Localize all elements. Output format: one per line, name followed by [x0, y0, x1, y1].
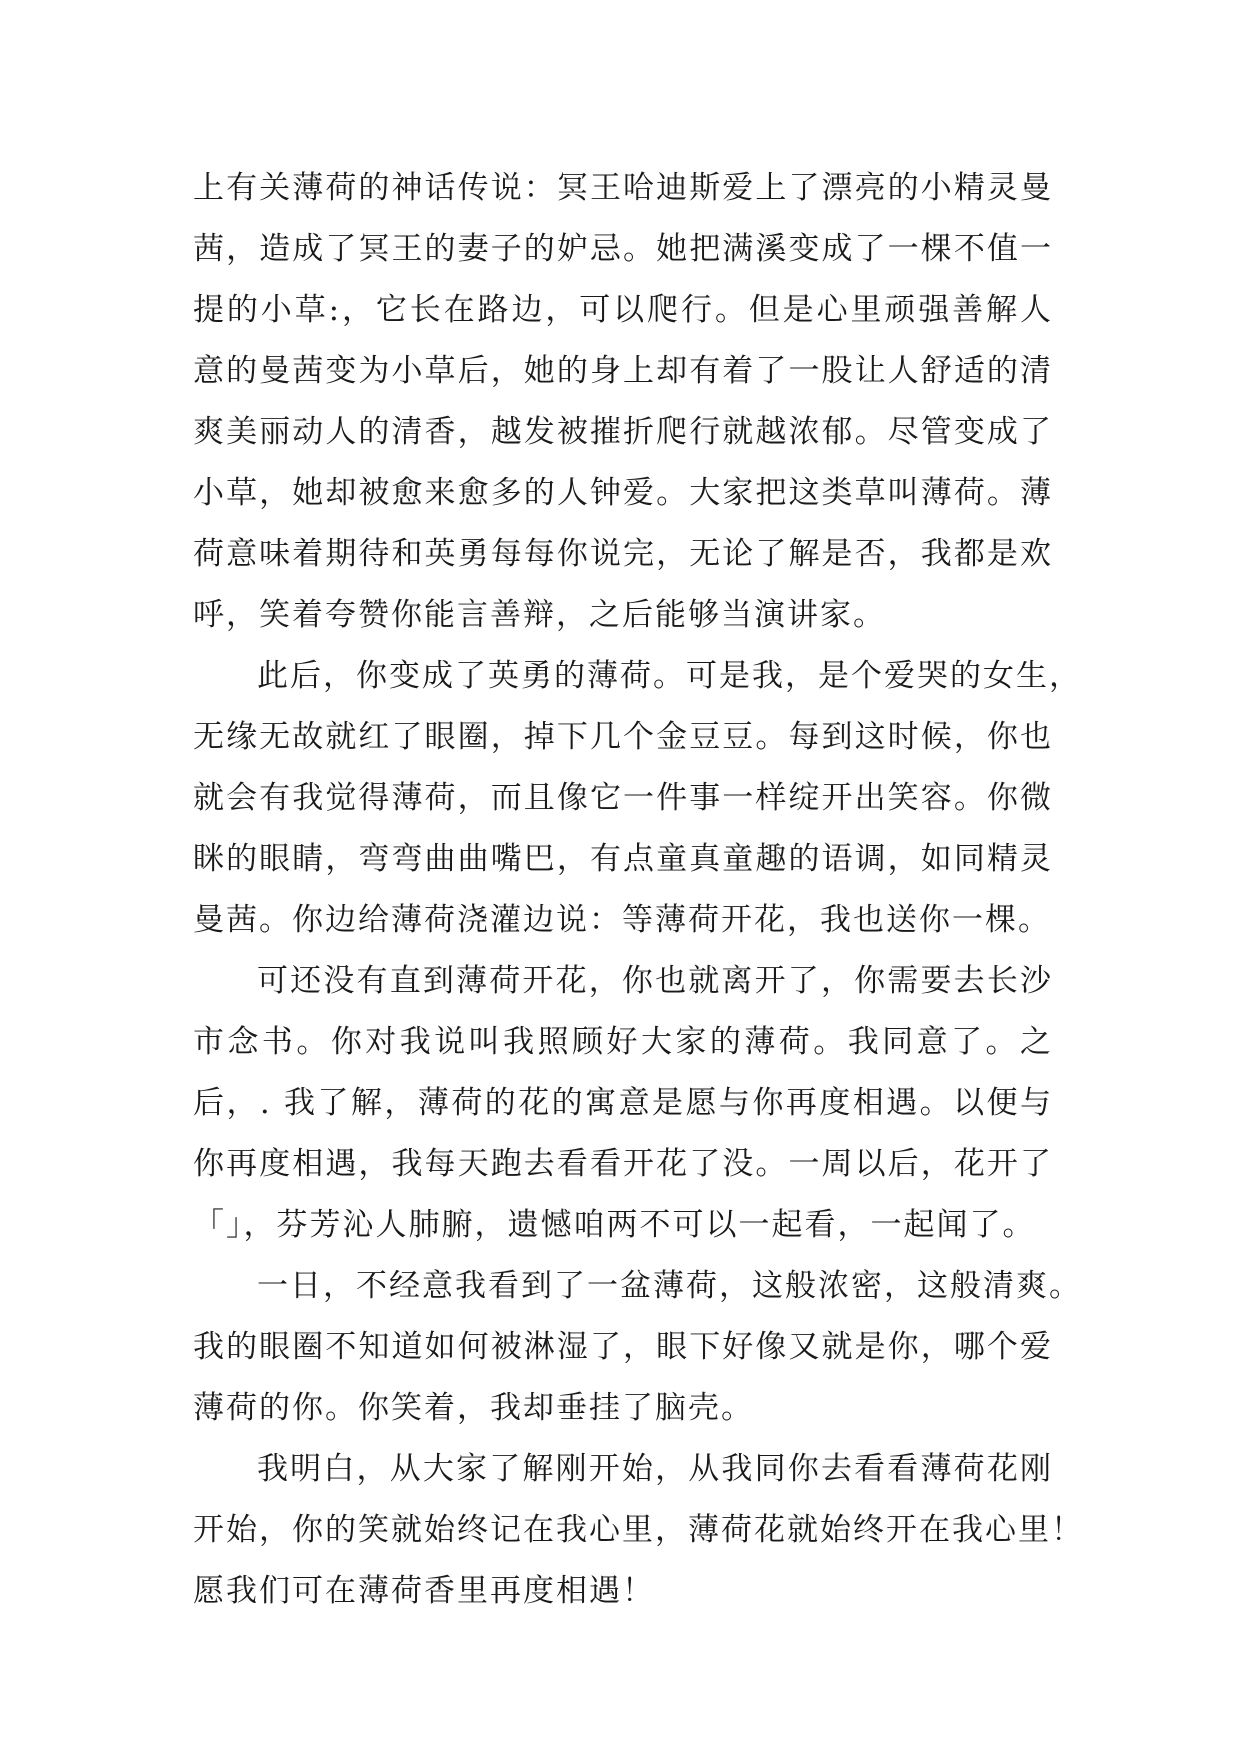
text-line: 小草，她却被愈来愈多的人钟爱。大家把这类草叫薄荷。薄 — [193, 475, 1053, 511]
text-line: 上有关薄荷的神话传说：冥王哈迪斯爱上了漂亮的小精灵曼 — [193, 170, 1053, 206]
paragraph-first-line: 此后，你变成了英勇的薄荷。可是我，是个爱哭的女生， — [257, 658, 1082, 694]
text-line: 呼，笑着夸赞你能言善辩，之后能够当演讲家。 — [193, 597, 886, 633]
text-line: 无缘无故就红了眼圈，掉下几个金豆豆。每到这时候，你也 — [193, 719, 1053, 755]
text-line: 曼茜。你边给薄荷浇灌边说：等薄荷开花，我也送你一棵。 — [193, 902, 1051, 938]
text-line: 茜，造成了冥王的妻子的妒忌。她把满溪变成了一棵不值一 — [193, 231, 1053, 267]
text-line: 就会有我觉得薄荷，而且像它一件事一样绽开出笑容。你微 — [193, 780, 1053, 816]
text-line: 爽美丽动人的清香，越发被摧折爬行就越浓郁。尽管变成了 — [193, 414, 1053, 450]
text-line: 「」，芬芳沁人肺腑，遗憾咱两不可以一起看，一起闻了。 — [193, 1207, 1036, 1243]
text-line: 开始，你的笑就始终记在我心里，薄荷花就始终开在我心里！ — [193, 1512, 1084, 1548]
paragraph-first-line: 可还没有直到薄荷开花，你也就离开了，你需要去长沙 — [257, 963, 1053, 999]
paragraph-first-line: 一日，不经意我看到了一盆薄荷，这般浓密，这般清爽。 — [257, 1268, 1082, 1304]
paragraph-first-line: 我明白，从大家了解刚开始，从我同你去看看薄荷花刚 — [257, 1451, 1053, 1487]
text-line: 我的眼圈不知道如何被淋湿了，眼下好像又就是你，哪个爱 — [193, 1329, 1053, 1365]
article-body — [193, 158, 1084, 1622]
text-line: 后，. 我了解，薄荷的花的寓意是愿与你再度相遇。以便与 — [193, 1085, 1053, 1121]
text-line: 你再度相遇，我每天跑去看看开花了没。一周以后，花开了 — [193, 1146, 1053, 1182]
text-line: 意的曼茜变为小草后，她的身上却有着了一股让人舒适的清 — [193, 353, 1053, 389]
text-line: 眯的眼睛，弯弯曲曲嘴巴，有点童真童趣的语调，如同精灵 — [193, 841, 1053, 877]
text-line: 愿我们可在薄荷香里再度相遇！ — [193, 1573, 655, 1609]
text-line: 荷意味着期待和英勇每每你说完，无论了解是否，我都是欢 — [193, 536, 1053, 572]
text-line: 市念书。你对我说叫我照顾好大家的薄荷。我同意了。之 — [193, 1024, 1053, 1060]
text-line: 提的小草:，它长在路边，可以爬行。但是心里顽强善解人 — [193, 292, 1053, 328]
text-line: 薄荷的你。你笑着，我却垂挂了脑壳。 — [193, 1390, 754, 1426]
